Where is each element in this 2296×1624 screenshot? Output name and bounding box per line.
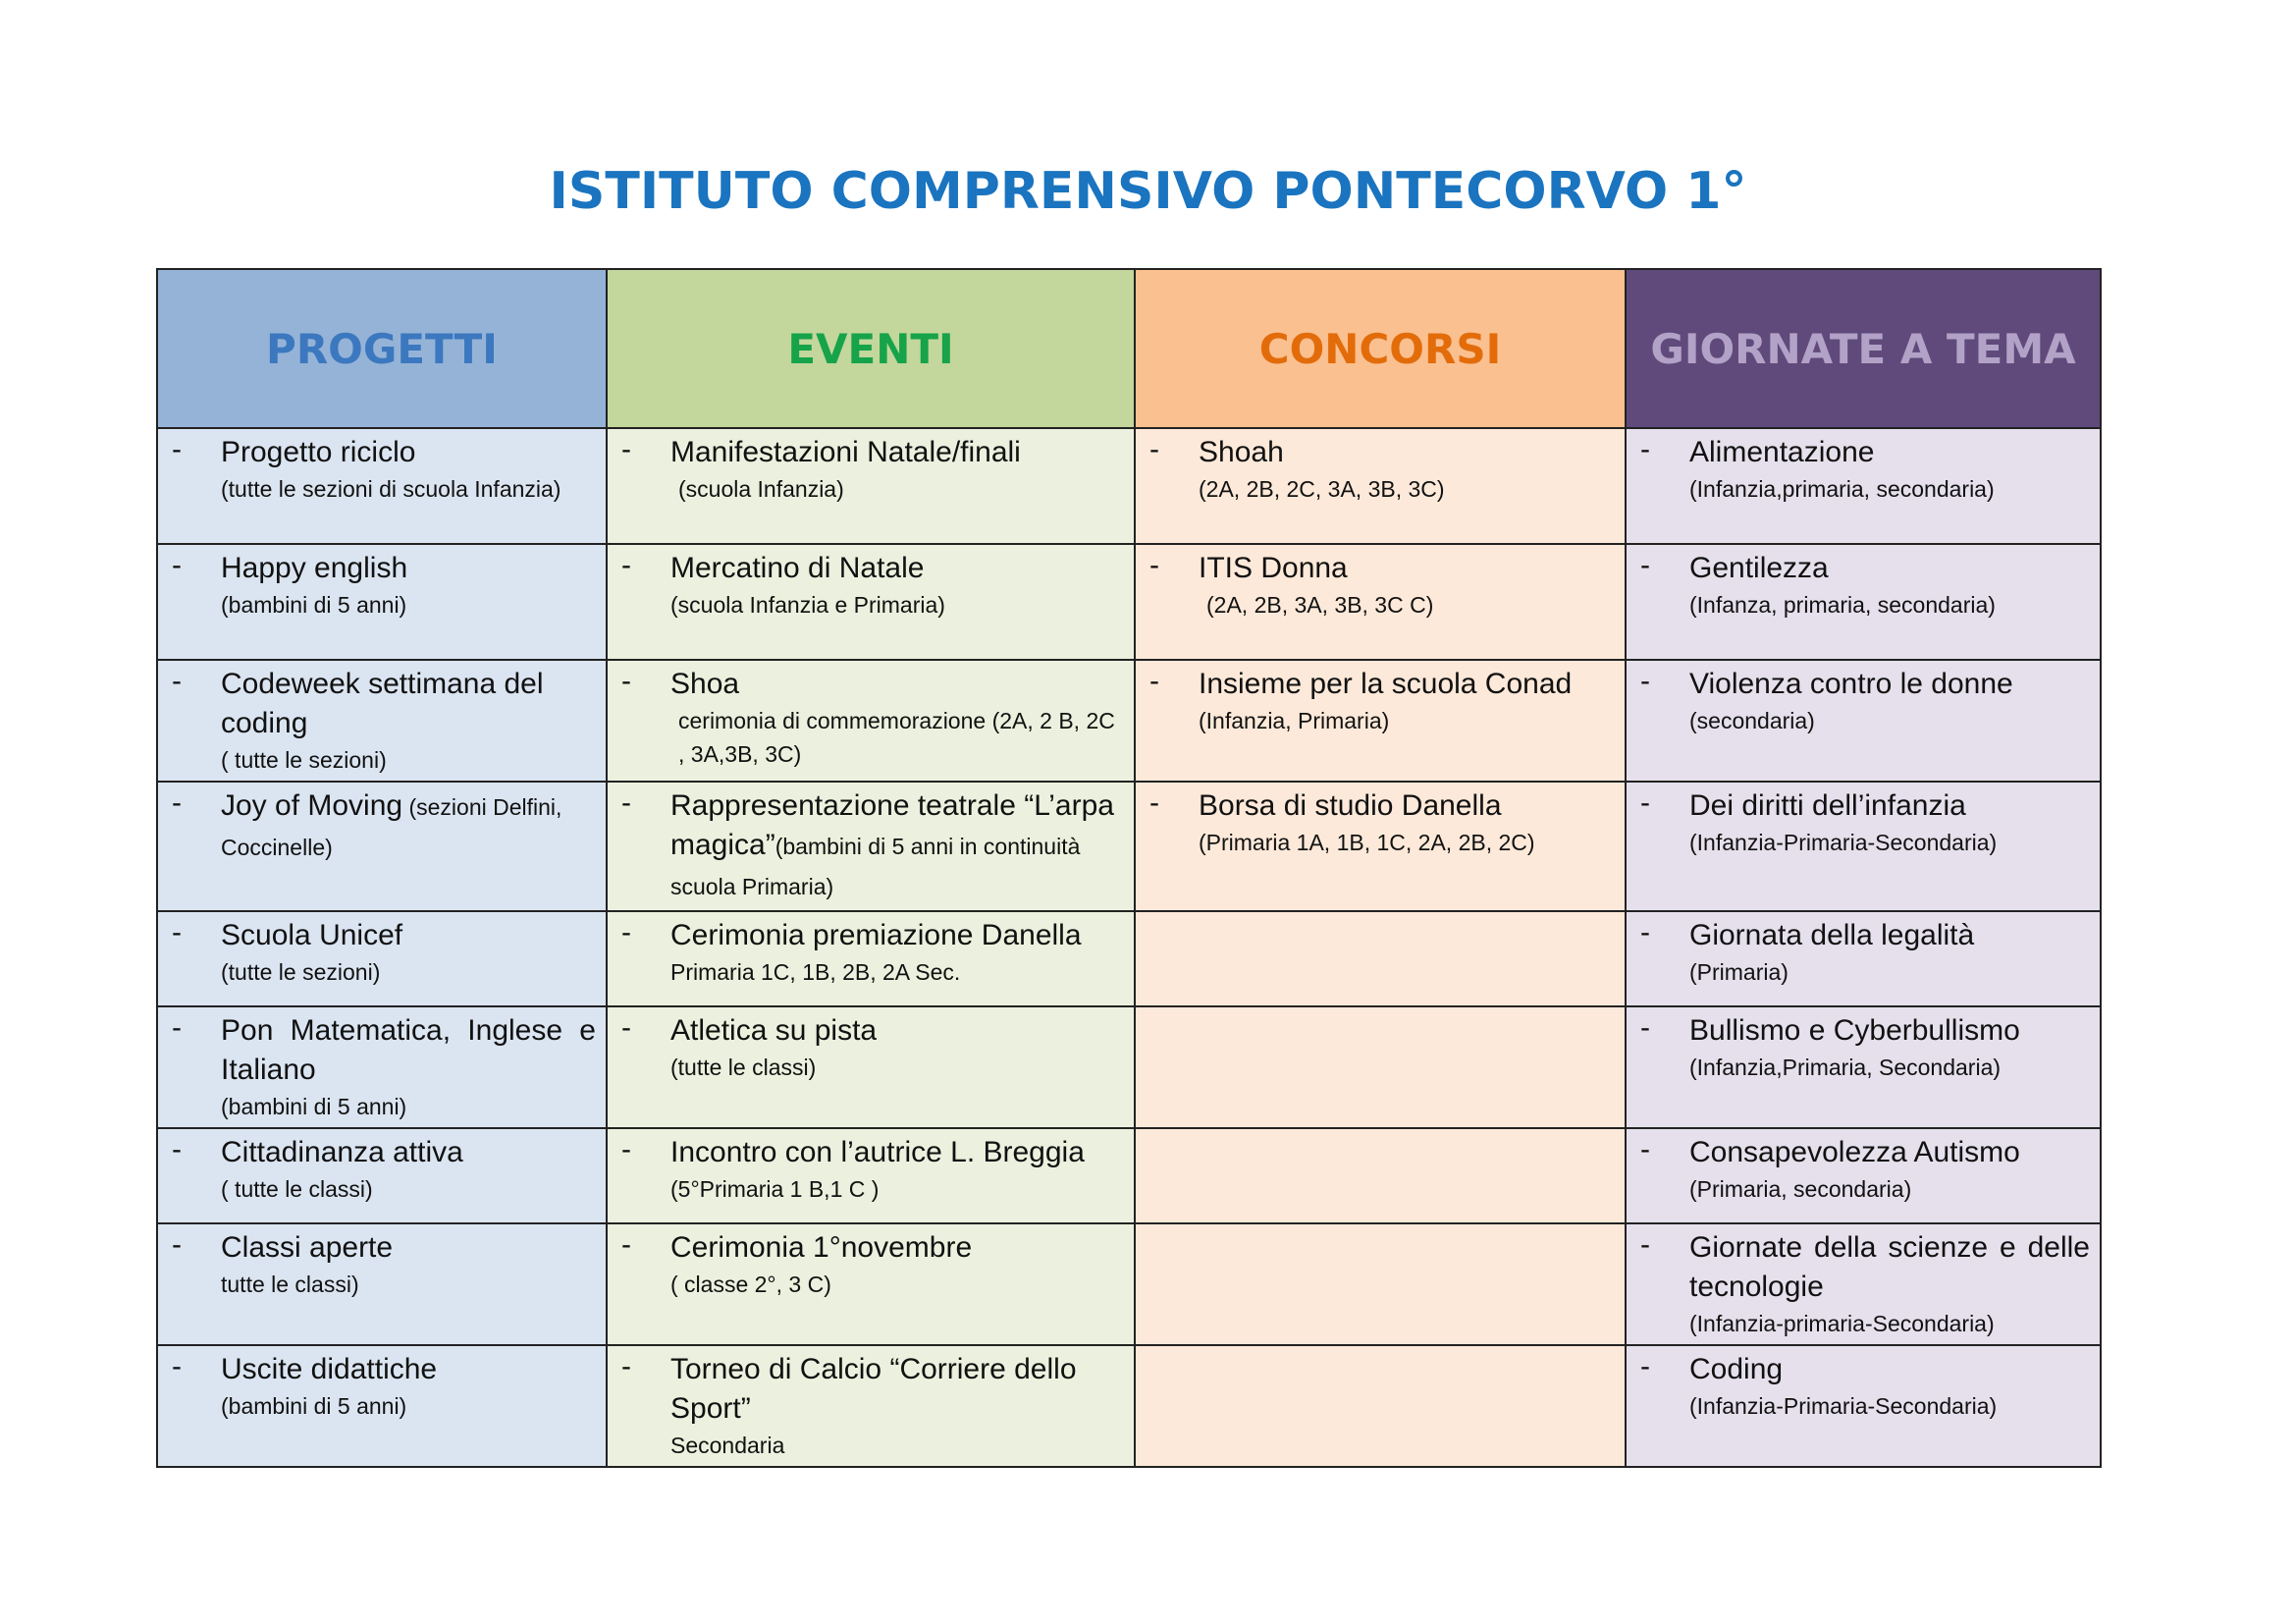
item-title-text: Cerimonia premiazione Danella (670, 919, 1082, 951)
cell-giornate (1626, 782, 2101, 911)
item-title-text: Rappresentazione teatrale “L’arpa magica” (670, 789, 1114, 861)
item-note: (bambini di 5 anni in continuità scuola Primaria) (670, 834, 1081, 899)
item-title (1689, 665, 2090, 704)
item-title (1689, 1133, 2090, 1172)
cell-giornate (1626, 660, 2101, 782)
bullet-dash: - (1640, 916, 1650, 948)
item-title-text: Atletica su pista (670, 1014, 878, 1047)
list-item (608, 1346, 1134, 1466)
bullet-dash: - (1149, 786, 1159, 819)
list-item (158, 1346, 606, 1427)
item-title-text: Mercatino di Natale (670, 552, 925, 584)
cell-eventi (607, 911, 1135, 1006)
list-item (1627, 661, 2100, 741)
cell-concorsi (1135, 1128, 1626, 1223)
item-title (1199, 665, 1615, 704)
cell-eventi (607, 544, 1135, 660)
item-note: (Primaria) (1689, 959, 1789, 985)
bullet-dash: - (172, 916, 182, 948)
cell-progetti (157, 544, 607, 660)
cell-giornate (1626, 1006, 2101, 1128)
list-item (608, 429, 1134, 510)
cell-concorsi (1135, 544, 1626, 660)
cell-progetti (157, 1128, 607, 1223)
item-title (1689, 549, 2090, 588)
item-title (670, 1011, 1124, 1051)
bullet-dash: - (1640, 1011, 1650, 1044)
cell-concorsi (1135, 911, 1626, 1006)
item-note: (2A, 2B, 2C, 3A, 3B, 3C) (1199, 476, 1445, 502)
item-note: (bambini di 5 anni) (221, 592, 407, 618)
item-title-text: Cittadinanza attiva (221, 1136, 463, 1168)
item-title (670, 1228, 1124, 1268)
bullet-dash: - (621, 1350, 631, 1382)
item-title-text: Incontro con l’autrice L. Breggia (670, 1136, 1085, 1168)
list-item (1136, 545, 1625, 625)
bullet-dash: - (1149, 433, 1159, 465)
item-title (1689, 916, 2090, 955)
item-note: (scuola Infanzia) (678, 476, 844, 502)
list-item (1136, 429, 1625, 510)
item-title-text: Codeweek settimana del coding (221, 668, 544, 739)
item-title (670, 1350, 1124, 1429)
item-title-text: Coding (1689, 1353, 1784, 1385)
cell-eventi (607, 660, 1135, 782)
header-row (157, 269, 2101, 428)
list-item (158, 1224, 606, 1305)
bullet-dash: - (1640, 786, 1650, 819)
item-title (1199, 549, 1615, 588)
list-item (608, 545, 1134, 625)
item-note: tutte le classi) (221, 1272, 359, 1297)
table-row (157, 428, 2101, 544)
cell-giornate (1626, 1345, 2101, 1467)
item-note: (Primaria, secondaria) (1689, 1176, 1912, 1202)
item-title (221, 916, 596, 955)
item-title-text: Borsa di studio Danella (1199, 789, 1502, 822)
item-note: (Infanzia, Primaria) (1199, 708, 1390, 733)
bullet-dash: - (621, 786, 631, 819)
cell-eventi (607, 1223, 1135, 1345)
list-item (608, 783, 1134, 910)
list-item (608, 912, 1134, 993)
table-row (157, 660, 2101, 782)
item-note: (tutte le classi) (670, 1055, 817, 1080)
item-note: (tutte le sezioni di scuola Infanzia) (221, 476, 561, 502)
item-title-text: Classi aperte (221, 1231, 394, 1264)
bullet-dash: - (621, 665, 631, 697)
column-header-concorsi: CONCORSI (1135, 269, 1626, 428)
activities-table (156, 268, 2102, 1468)
cell-eventi (607, 428, 1135, 544)
item-title (221, 1011, 596, 1090)
item-title-text: Violenza contro le donne (1689, 668, 2013, 700)
item-title (670, 665, 1124, 704)
bullet-dash: - (621, 1228, 631, 1261)
item-title (221, 1350, 596, 1389)
bullet-dash: - (621, 549, 631, 581)
item-note: (5°Primaria 1 B,1 C ) (670, 1176, 880, 1202)
cell-progetti (157, 782, 607, 911)
list-item (158, 1007, 606, 1127)
cell-progetti (157, 1345, 607, 1467)
item-title (1199, 433, 1615, 472)
table-row (157, 1128, 2101, 1223)
item-note: (bambini di 5 anni) (221, 1094, 407, 1119)
item-title-text: Scuola Unicef (221, 919, 403, 951)
item-note: ( tutte le classi) (221, 1176, 373, 1202)
item-title (1689, 786, 2090, 826)
bullet-dash: - (621, 433, 631, 465)
bullet-dash: - (1640, 433, 1650, 465)
item-title-text: Alimentazione (1689, 436, 1875, 468)
cell-concorsi (1135, 782, 1626, 911)
item-title (221, 433, 596, 472)
item-note: (Primaria 1A, 1B, 1C, 2A, 2B, 2C) (1199, 830, 1535, 855)
list-item (158, 661, 606, 781)
cell-eventi (607, 1006, 1135, 1128)
cell-eventi (607, 1345, 1135, 1467)
list-item (608, 1129, 1134, 1210)
item-title (670, 916, 1124, 955)
list-item (1627, 1224, 2100, 1344)
cell-eventi (607, 782, 1135, 911)
cell-progetti (157, 428, 607, 544)
item-title-text: Uscite didattiche (221, 1353, 438, 1385)
bullet-dash: - (172, 1228, 182, 1261)
table-row (157, 911, 2101, 1006)
item-title (1199, 786, 1615, 826)
item-title (670, 786, 1124, 906)
bullet-dash: - (172, 433, 182, 465)
bullet-dash: - (621, 1011, 631, 1044)
item-title (221, 549, 596, 588)
bullet-dash: - (621, 916, 631, 948)
item-title-text: Manifestazioni Natale/finali (670, 436, 1021, 468)
list-item (1627, 545, 2100, 625)
bullet-dash: - (172, 1133, 182, 1165)
item-note: (bambini di 5 anni) (221, 1393, 407, 1419)
cell-concorsi (1135, 428, 1626, 544)
item-note: (scuola Infanzia e Primaria) (670, 592, 945, 618)
column-header-progetti: PROGETTI (157, 269, 607, 428)
item-title (1689, 1011, 2090, 1051)
item-note: (secondaria) (1689, 708, 1815, 733)
item-note: (2A, 2B, 3A, 3B, 3C C) (1206, 592, 1434, 618)
bullet-dash: - (1640, 665, 1650, 697)
cell-concorsi (1135, 1345, 1626, 1467)
document-title: ISTITUTO COMPRENSIVO PONTECORVO 1° (549, 162, 1747, 221)
item-title-text: Shoa (670, 668, 740, 700)
item-title (221, 1133, 596, 1172)
cell-progetti (157, 1223, 607, 1345)
item-note: (Infanzia-Primaria-Secondaria) (1689, 830, 1998, 855)
item-title (221, 786, 596, 867)
item-title-text: Shoah (1199, 436, 1284, 468)
bullet-dash: - (172, 1011, 182, 1044)
bullet-dash: - (172, 549, 182, 581)
cell-eventi (607, 1128, 1135, 1223)
item-title-text: Happy english (221, 552, 408, 584)
item-title-text: Torneo di Calcio “Corriere dello Sport” (670, 1353, 1077, 1425)
item-note: Secondaria (670, 1433, 785, 1458)
list-item (1136, 661, 1625, 741)
list-item (1627, 912, 2100, 993)
cell-concorsi (1135, 660, 1626, 782)
item-note: (Infanza, primaria, secondaria) (1689, 592, 1996, 618)
list-item (1627, 783, 2100, 863)
table-row (157, 1223, 2101, 1345)
item-note: ( tutte le sezioni) (221, 747, 387, 773)
item-title (1689, 1350, 2090, 1389)
bullet-dash: - (1640, 549, 1650, 581)
bullet-dash: - (172, 786, 182, 819)
list-item (1627, 1346, 2100, 1427)
bullet-dash: - (1640, 1228, 1650, 1261)
cell-giornate (1626, 1128, 2101, 1223)
list-item (158, 429, 606, 510)
list-item (158, 1129, 606, 1210)
item-title-text: Bullismo e Cyberbullismo (1689, 1014, 2020, 1047)
cell-giornate (1626, 1223, 2101, 1345)
item-title-text: Joy of Moving (221, 789, 403, 822)
item-title-text: ITIS Donna (1199, 552, 1348, 584)
item-title (1689, 433, 2090, 472)
item-note: Primaria 1C, 1B, 2B, 2A Sec. (670, 959, 961, 985)
cell-progetti (157, 1006, 607, 1128)
list-item (608, 661, 1134, 775)
item-title (670, 549, 1124, 588)
list-item (158, 783, 606, 871)
bullet-dash: - (621, 1133, 631, 1165)
column-header-eventi: EVENTI (607, 269, 1135, 428)
list-item (158, 545, 606, 625)
item-title (670, 1133, 1124, 1172)
item-title-text: Giornate della scienze e delle tecnologie (1689, 1231, 2090, 1303)
bullet-dash: - (172, 1350, 182, 1382)
bullet-dash: - (1149, 665, 1159, 697)
list-item (1627, 429, 2100, 510)
item-title-text: Cerimonia 1°novembre (670, 1231, 973, 1264)
bullet-dash: - (1149, 549, 1159, 581)
item-title (670, 433, 1124, 472)
item-title-text: Pon Matematica, Inglese e Italiano (221, 1014, 596, 1086)
item-title (221, 665, 596, 743)
bullet-dash: - (1640, 1133, 1650, 1165)
cell-progetti (157, 911, 607, 1006)
column-header-giornate-a-tema: GIORNATE A TEMA (1626, 269, 2101, 428)
item-note: (Infanzia-Primaria-Secondaria) (1689, 1393, 1998, 1419)
cell-progetti (157, 660, 607, 782)
cell-giornate (1626, 911, 2101, 1006)
list-item (1627, 1007, 2100, 1088)
item-note: (Infanzia,primaria, secondaria) (1689, 476, 1995, 502)
item-title-text: Consapevolezza Autismo (1689, 1136, 2020, 1168)
cell-giornate (1626, 544, 2101, 660)
list-item (1627, 1129, 2100, 1210)
bullet-dash: - (1640, 1350, 1650, 1382)
list-item (608, 1007, 1134, 1088)
item-title-text: Dei diritti dell’infanzia (1689, 789, 1966, 822)
item-note: (tutte le sezioni) (221, 959, 381, 985)
list-item (158, 912, 606, 993)
cell-giornate (1626, 428, 2101, 544)
table-row (157, 544, 2101, 660)
item-note: (Infanzia-primaria-Secondaria) (1689, 1311, 1995, 1336)
item-title-text: Insieme per la scuola Conad (1199, 668, 1573, 700)
table-row (157, 1006, 2101, 1128)
item-title (1689, 1228, 2090, 1307)
item-note: cerimonia di commemorazione (2A, 2 B, 2C , 3A,3B, 3C) (678, 708, 1115, 767)
cell-concorsi (1135, 1223, 1626, 1345)
item-title-text: Gentilezza (1689, 552, 1829, 584)
table-row (157, 782, 2101, 911)
item-title-text: Progetto riciclo (221, 436, 416, 468)
list-item (608, 1224, 1134, 1305)
item-note: (Infanzia,Primaria, Secondaria) (1689, 1055, 2002, 1080)
item-note: (sezioni Delfini, Coccinelle) (221, 794, 562, 860)
table-row (157, 1345, 2101, 1467)
item-note: ( classe 2°, 3 C) (670, 1272, 831, 1297)
item-title (221, 1228, 596, 1268)
item-title-text: Giornata della legalità (1689, 919, 1975, 951)
cell-concorsi (1135, 1006, 1626, 1128)
list-item (1136, 783, 1625, 863)
bullet-dash: - (172, 665, 182, 697)
